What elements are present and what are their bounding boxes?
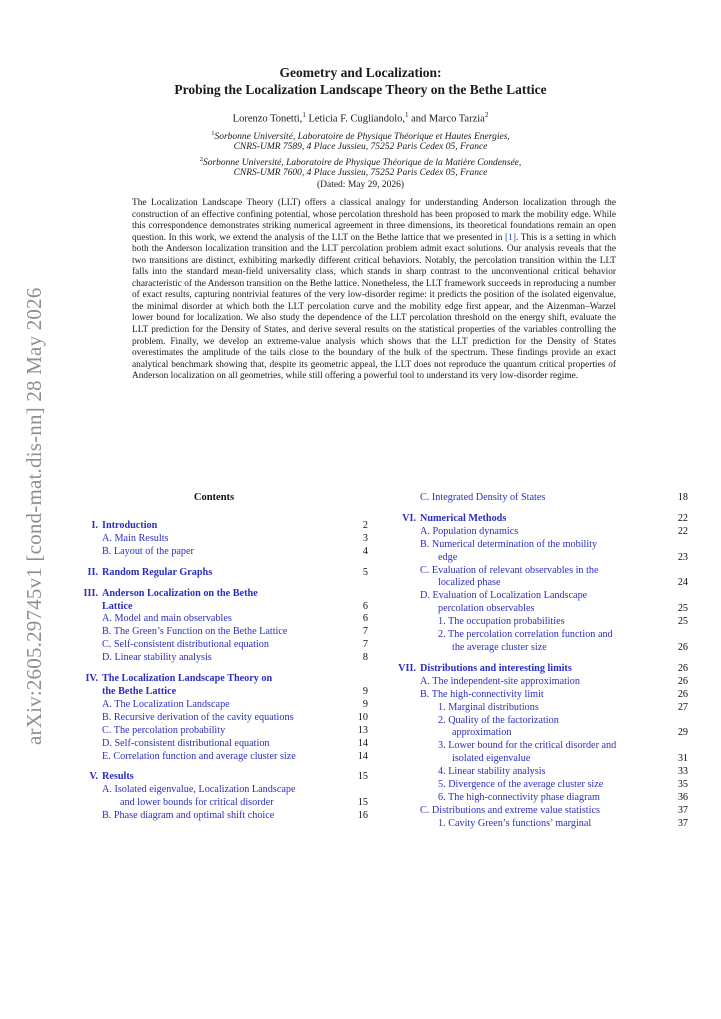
paper-title-line-2: Probing the Localization Landscape Theory on the Bethe Lattice	[174, 82, 547, 97]
toc-subsection-number: 2.	[438, 714, 449, 726]
toc-entry-page: 23	[677, 551, 688, 563]
toc-entry[interactable]	[76, 601, 368, 614]
toc-entry-text: Cavity Green’s functions’ marginal	[448, 817, 592, 829]
toc-entry-text: The independent-site approximation	[432, 675, 580, 687]
toc-entry-page: 37	[677, 817, 688, 829]
toc-entry-label	[388, 577, 672, 590]
toc-subsection-number: 1.	[438, 616, 449, 628]
toc-entry-page: 7	[362, 626, 368, 638]
toc-entry-label	[388, 590, 672, 603]
toc-entry-label	[76, 533, 352, 546]
toc-entry-text: Introduction	[102, 520, 158, 531]
toc-entry-page: 15	[357, 797, 368, 809]
toc-entry-page: 37	[677, 804, 688, 816]
toc-section-number: III.	[83, 587, 98, 599]
toc-subsection-number: C.	[420, 564, 432, 576]
toc-subsection-number: 1.	[438, 817, 449, 829]
toc-entry[interactable]	[76, 567, 368, 580]
toc-left-column	[76, 520, 368, 823]
toc-entry-label	[388, 552, 672, 565]
toc-entry[interactable]	[76, 738, 368, 751]
toc-entry[interactable]	[76, 613, 368, 626]
toc-entry[interactable]	[76, 673, 368, 686]
toc-entry-label	[388, 740, 672, 753]
toc-subsection-number: 1.	[438, 701, 449, 713]
toc-subsection-number: D.	[420, 590, 433, 602]
toc-entry-text: the average cluster size	[452, 641, 547, 653]
toc-entry-label	[388, 539, 672, 552]
toc-entry[interactable]	[76, 810, 368, 823]
toc-entry[interactable]	[76, 712, 368, 725]
toc-entry-text: Random Regular Graphs	[102, 566, 213, 578]
toc-entry-page: 9	[362, 698, 368, 710]
toc-section-number: II.	[87, 566, 98, 578]
toc-entry-page: 10	[357, 711, 368, 723]
toc-entry[interactable]	[388, 663, 688, 676]
toc-entry-text: The Localization Landscape	[114, 698, 230, 710]
toc-entry-text: Quality of the factorization	[448, 714, 559, 726]
toc-entry[interactable]	[76, 639, 368, 652]
toc-entry-label	[388, 663, 672, 676]
toc-entry[interactable]	[388, 727, 688, 740]
toc-entry-label	[76, 639, 352, 652]
toc-entry-page: 31	[677, 753, 688, 765]
toc-entry[interactable]	[388, 779, 688, 792]
toc-entry-label	[76, 699, 352, 712]
toc-entry-label	[388, 526, 672, 539]
toc-entry[interactable]	[76, 533, 368, 546]
toc-entry-page: 26	[677, 675, 688, 687]
toc-entry-text: Anderson Localization on the Bethe	[102, 587, 258, 599]
toc-entry-label	[76, 673, 352, 686]
toc-subsection-number: 6.	[438, 791, 449, 803]
author-name: Leticia F. Cugliandolo,	[308, 113, 405, 125]
toc-entry[interactable]	[388, 753, 688, 766]
toc-entry-page: 35	[677, 779, 688, 791]
toc-entry-text: Model and main observables	[114, 613, 232, 625]
toc-entry-page: 3	[362, 532, 368, 544]
toc-entry[interactable]	[76, 686, 368, 699]
paper-title-line-1: Geometry and Localization:	[279, 65, 442, 80]
affiliation-marker: 1	[211, 130, 215, 137]
toc-entry[interactable]	[76, 652, 368, 665]
toc-section-number: V.	[89, 771, 98, 783]
toc-entry-text: The Localization Landscape Theory on	[102, 673, 273, 685]
toc-entry-text: approximation	[452, 727, 512, 739]
toc-entry[interactable]	[388, 715, 688, 728]
toc-entry[interactable]	[388, 577, 688, 590]
toc-subsection-number: A.	[102, 698, 115, 710]
toc-section-number: IV.	[85, 673, 98, 685]
toc-entry-page: 36	[677, 791, 688, 803]
abstract	[132, 198, 616, 383]
affiliation-marker: 2	[199, 156, 203, 163]
toc-entry-label	[388, 792, 672, 805]
toc-entry-text: Lattice	[102, 600, 133, 612]
toc-entry-page: 25	[677, 603, 688, 615]
arxiv-identifier[interactable]: arXiv:2605.29745v1 [cond-mat.dis-nn] 28 May 2026	[22, 287, 46, 745]
toc-entry-text: Distributions and extreme value statistics	[431, 804, 600, 816]
toc-subsection-number: B.	[102, 626, 114, 638]
toc-entry[interactable]	[76, 520, 368, 533]
toc-entry[interactable]	[76, 546, 368, 559]
toc-entry-page: 4	[362, 545, 368, 557]
toc-entry-label	[388, 727, 672, 740]
toc-entry[interactable]	[388, 590, 688, 603]
toc-entry-text: Numerical Methods	[420, 512, 507, 524]
toc-subsection-number: B.	[102, 711, 114, 723]
toc-entry-label	[76, 771, 352, 784]
toc-entry-text: the Bethe Lattice	[102, 685, 177, 697]
toc-entry-label	[388, 818, 672, 831]
toc-entry-text: The percolation probability	[113, 724, 226, 736]
toc-entry-label	[76, 588, 352, 601]
toc-subsection-number: A.	[420, 525, 433, 537]
toc-entry-page: 15	[357, 771, 368, 783]
toc-entry-label	[76, 686, 352, 699]
toc-entry-text: The Green’s Function on the Bethe Lattice	[113, 626, 288, 638]
toc-entry-text: Distributions and interesting limits	[420, 662, 572, 674]
toc-entry-text: The occupation probabilities	[448, 616, 565, 628]
affiliation-2-line-2: CNRS-UMR 7600, 4 Place Jussieu, 75252 Paris Cedex 05, France	[233, 168, 488, 178]
contents-heading: Contents	[193, 492, 235, 503]
toc-entry-label	[388, 805, 672, 818]
toc-subsection-number: B.	[102, 545, 114, 557]
toc-entry[interactable]	[388, 740, 688, 753]
toc-entry-label	[388, 642, 672, 655]
toc-entry-page: 8	[362, 652, 368, 664]
toc-entry-page: 6	[362, 600, 368, 612]
toc-entry-label	[388, 753, 672, 766]
toc-entry-label	[76, 797, 352, 810]
toc-entry[interactable]	[388, 526, 688, 539]
toc-subsection-number: B.	[420, 688, 432, 700]
toc-entry-text: and lower bounds for critical disorder	[120, 797, 274, 809]
toc-subsection-number: A.	[420, 675, 433, 687]
date-line: (Dated: May 29, 2026)	[316, 180, 405, 190]
author-name: Lorenzo Tonetti,	[232, 113, 303, 125]
toc-entry[interactable]	[388, 702, 688, 715]
toc-entry-label	[388, 779, 672, 792]
toc-subsection-number: A.	[102, 532, 115, 544]
toc-entry-page: 29	[677, 727, 688, 739]
toc-subsection-number: B.	[420, 538, 432, 550]
toc-entry-text: Population dynamics	[432, 525, 519, 537]
toc-entry-label	[388, 629, 672, 642]
toc-subsection-number: 3.	[438, 740, 449, 752]
toc-subsection-number: C.	[102, 639, 114, 651]
toc-subsection-number: A.	[102, 784, 115, 796]
toc-entry-page: 14	[357, 750, 368, 762]
toc-entry[interactable]	[76, 751, 368, 764]
toc-subsection-number: 4.	[438, 766, 449, 778]
toc-entry-page: 18	[677, 492, 688, 503]
toc-entry[interactable]	[388, 689, 688, 702]
toc-section-number: I.	[91, 520, 98, 531]
toc-entry-page: 2	[362, 520, 368, 531]
toc-entry-text: The percolation correlation function and	[448, 629, 613, 641]
toc-entry-text: Marginal distributions	[448, 701, 539, 713]
affiliation-marker: 2	[484, 111, 489, 119]
toc-entry[interactable]	[388, 565, 688, 578]
citation-link[interactable]: [1]	[505, 232, 516, 243]
toc-entry-text: Linear stability analysis	[448, 766, 546, 778]
toc-subsection-number: 2.	[438, 629, 449, 641]
toc-entry-label	[388, 689, 672, 702]
toc-entry-text: Numerical determination of the mobility	[431, 538, 598, 550]
toc-entry[interactable]	[76, 699, 368, 712]
affiliation-marker: 1	[302, 111, 306, 119]
toc-entry-page: 16	[357, 810, 368, 822]
toc-entry-label	[76, 613, 352, 626]
toc-entry[interactable]	[76, 771, 368, 784]
affiliation-marker: 1	[405, 111, 409, 119]
toc-entry-text: localized phase	[438, 577, 501, 589]
toc-entry[interactable]	[388, 603, 688, 616]
toc-subsection-number: C.	[420, 804, 432, 816]
toc-entry-text: isolated eigenvalue	[452, 753, 531, 765]
toc-entry-text: Linear stability analysis	[114, 652, 212, 664]
toc-entry[interactable]	[388, 818, 688, 831]
toc-entry-text: Evaluation of Localization Landscape	[432, 590, 588, 602]
toc-entry-page: 7	[362, 639, 368, 651]
toc-subsection-number: 5.	[438, 779, 449, 791]
toc-section-number: VII.	[398, 662, 416, 674]
toc-entry-page: 5	[362, 566, 368, 578]
toc-entry-page: 24	[677, 577, 688, 589]
toc-entry[interactable]	[388, 805, 688, 818]
toc-subsection-number: C.	[420, 492, 432, 503]
toc-entry-page: 26	[677, 688, 688, 700]
toc-entry-text: Self-consistent distributional equation	[114, 737, 270, 749]
toc-entry-label	[388, 616, 672, 629]
toc-entry-label	[388, 702, 672, 715]
toc-entry-text: edge	[438, 551, 458, 563]
toc-entry[interactable]	[388, 676, 688, 689]
toc-entry-page: 22	[677, 512, 688, 524]
toc-entry-label	[388, 603, 672, 616]
abstract-text: . This is a setting in which both the Anderson localization transition and the LLT percolation problem admit exact solutions. Our analysis reveals that the two transitions are distinct, exhibiting markedly different critical behaviors. Notably, the percolation transition within the LLT falls into the standard mean-field universality class, which stands in sharp contrast to the unconventional critical behavior characteristic of the Anderson transition on the Bethe lattice. Nonetheless, the LLT framework succeeds in reproducing a number of exact results, capturing nontrivial features of the very low-disorder regime: it predicts the position of the isolated eigenvalue, the minimal disorder at which both the LLT percolation curve and the mobility edge first appear, and the Aizenman–Warzel lower bound for localization. We also study the dependence of the LLT percolation threshold on the energy shift, evaluate the LLT prediction for the Density of States, and derive several results on the statistical properties of the variables controlling the problem. Finally, we develop an extreme-value analysis which shows that the LLT prediction for the Density of States overestimates the amplitude of the tails close to the boundary of the bulk of the spectrum. These findings provide an exact analytical benchmark showing that, despite its geometric appeal, the LLT does not reproduce the quantum critical properties of Anderson localization on all geometries, while still offering a powerful tool to understand its very low-disorder regime.	[132, 232, 616, 382]
toc-entry-page: 14	[357, 737, 368, 749]
toc-entry-page: 33	[677, 766, 688, 778]
toc-entry[interactable]	[388, 513, 688, 526]
toc-entry-label	[76, 784, 352, 797]
toc-entry-label	[76, 626, 352, 639]
toc-entry[interactable]	[388, 792, 688, 805]
toc-entry[interactable]	[388, 642, 688, 655]
toc-entry-page: 25	[677, 616, 688, 628]
toc-entry[interactable]	[76, 784, 368, 797]
toc-entry-label	[76, 712, 352, 725]
toc-entry-label	[388, 492, 672, 505]
toc-section-number: VI.	[402, 512, 416, 524]
toc-entry-label	[76, 751, 352, 764]
toc-entry-text: The high-connectivity phase diagram	[448, 791, 600, 803]
toc-subsection-number: D.	[102, 652, 115, 664]
toc-entry-page: 13	[357, 724, 368, 736]
toc-entry-page: 26	[677, 662, 688, 674]
abstract-text: The Localization Landscape Theory (LLT) offers a classical analogy for understanding Anderson localization through the construction of an effective confining potential, whose percolation threshold has been proposed to mark the mobility edge. While this correspondence demonstrates striking numerical agreement in three dimensions, its theoretical foundations remain an open question. In this work, we extend the analysis of the LLT on the Bethe lattice that we presented in	[132, 198, 616, 243]
toc-entry[interactable]	[76, 588, 368, 601]
affiliation-text: Sorbonne Université, Laboratoire de Physique Théorique de la Matière Condensée,	[202, 158, 522, 169]
toc-entry[interactable]	[388, 539, 688, 552]
author-list	[0, 111, 721, 125]
author-name: and Marco Tarzia	[411, 113, 485, 125]
toc-entry-label	[388, 565, 672, 578]
toc-entry[interactable]	[388, 552, 688, 565]
toc-entry-text: Main Results	[114, 532, 169, 544]
toc-entry-text: Lower bound for the critical disorder and	[448, 740, 617, 752]
toc-entry-label	[76, 520, 352, 533]
toc-entry[interactable]	[388, 616, 688, 629]
toc-entry-label	[76, 601, 352, 614]
affiliation-1-line-2: CNRS-UMR 7589, 4 Place Jussieu, 75252 Paris Cedex 05, France	[233, 142, 488, 152]
toc-entry-text: Self-consistent distributional equation	[113, 639, 269, 651]
toc-entry-text: Results	[102, 771, 134, 783]
toc-entry-text: Evaluation of relevant observables in the	[431, 564, 599, 576]
toc-entry-text: Integrated Density of States	[431, 492, 546, 503]
toc-entry[interactable]	[76, 626, 368, 639]
toc-entry-text: Correlation function and average cluster size	[113, 750, 296, 762]
toc-entry-label	[388, 715, 672, 728]
toc-subsection-number: D.	[102, 737, 115, 749]
toc-entry[interactable]	[76, 797, 368, 810]
toc-entry-page: 27	[677, 701, 688, 713]
toc-entry-label	[388, 766, 672, 779]
toc-entry-label	[76, 652, 352, 665]
toc-entry-text: Phase diagram and optimal shift choice	[113, 810, 275, 822]
toc-entry-label	[76, 810, 352, 823]
toc-subsection-number: B.	[102, 810, 114, 822]
toc-entry[interactable]	[76, 725, 368, 738]
toc-entry-page: 9	[362, 685, 368, 697]
toc-subsection-number: A.	[102, 613, 115, 625]
toc-entry-text: Recursive derivation of the cavity equations	[113, 711, 294, 723]
toc-entry-text: The high-connectivity limit	[431, 688, 544, 700]
toc-entry-page: 22	[677, 525, 688, 537]
toc-entry-label	[76, 567, 352, 580]
toc-subsection-number: C.	[102, 724, 114, 736]
toc-entry-label	[388, 676, 672, 689]
toc-entry-page: 6	[362, 613, 368, 625]
toc-entry[interactable]	[388, 492, 688, 505]
toc-entry[interactable]	[388, 629, 688, 642]
toc-entry-label	[76, 546, 352, 559]
toc-entry-label	[76, 725, 352, 738]
toc-right-column	[388, 492, 688, 831]
toc-entry-page: 26	[677, 641, 688, 653]
toc-entry-label	[76, 738, 352, 751]
toc-subsection-number: E.	[102, 750, 114, 762]
toc-entry-text: Divergence of the average cluster size	[448, 779, 604, 791]
toc-entry-text: Layout of the paper	[113, 545, 194, 557]
toc-entry-text: percolation observables	[438, 603, 535, 615]
toc-entry[interactable]	[388, 766, 688, 779]
toc-entry-label	[388, 513, 672, 526]
toc-entry-text: Isolated eigenvalue, Localization Landscape	[114, 784, 296, 796]
affiliation-text: Sorbonne Université, Laboratoire de Physique Théorique et Hautes Energies,	[214, 132, 510, 143]
